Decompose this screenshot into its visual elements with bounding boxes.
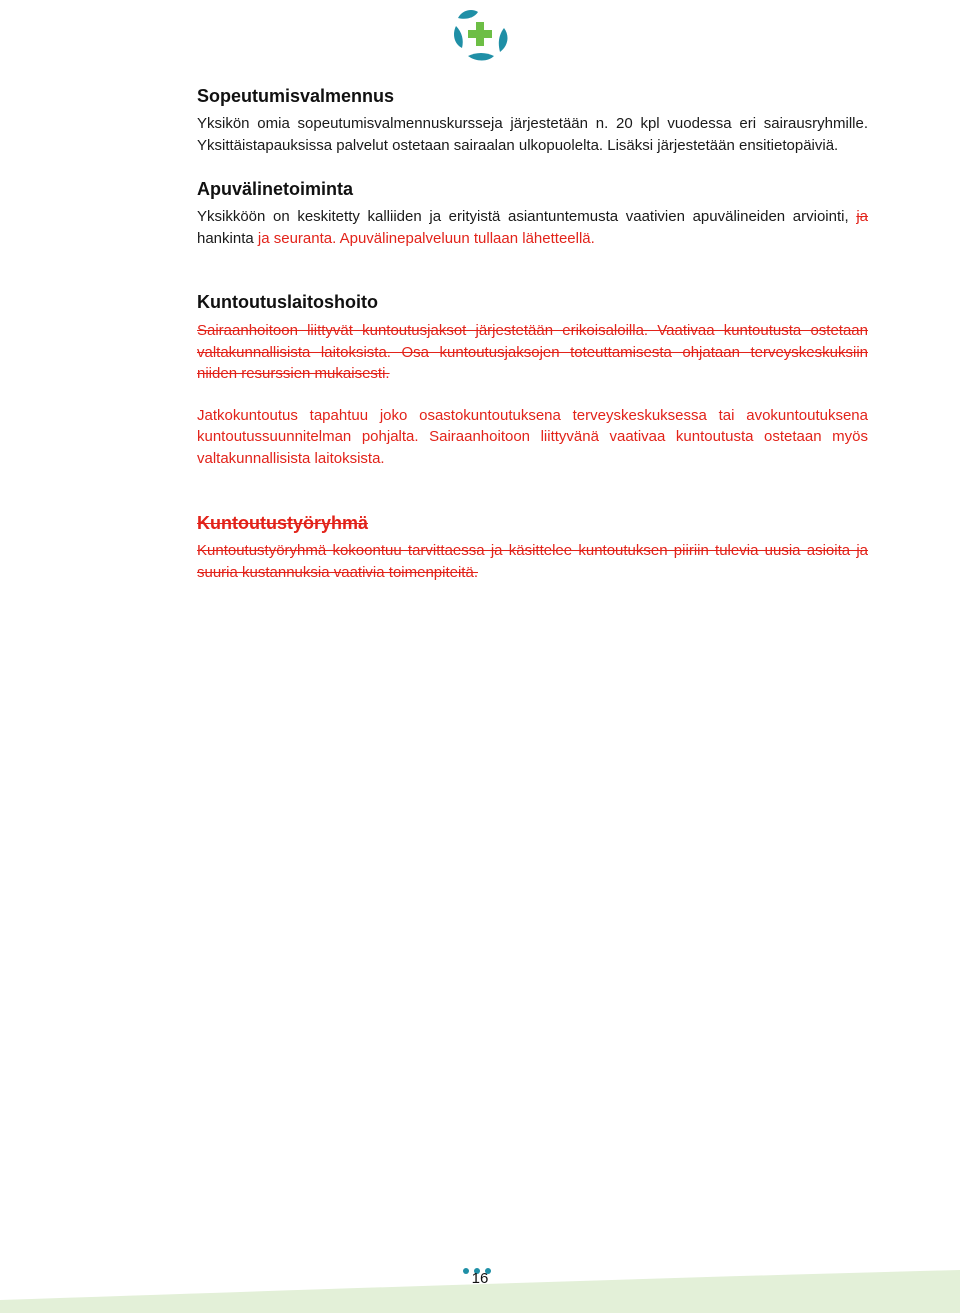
inserted-text: ja seuranta. Apuvälinepalveluun tullaan lähetteellä. [257,229,595,247]
page-number: 16 [471,1270,489,1287]
section-heading: Kuntoutuslaitoshoito [197,292,378,312]
section-heading: Apuvälinetoiminta [197,179,354,199]
section-paragraph: Yksikön omia sopeutumisvalmennuskursseja järjestetään n. 20 kpl vuodessa eri sairausryhmille. Yksittäistapauksissa palvelut ostetaan sairaalan ulkopuolelta. Lisäksi järjestetään ensitietopäiviä. [197,115,868,154]
document-body [197,84,868,583]
section-paragraph [197,206,868,249]
section-heading: Sopeutumisvalmennus [197,86,395,106]
paragraph-text: Yksikköön on keskitetty kalliiden ja erityistä asiantuntemusta vaativien apuvälineiden arviointi, [197,208,849,225]
section-apuvalinetoiminta [197,177,868,249]
deleted-heading: Kuntoutustyöryhmä [197,513,368,533]
deleted-paragraph: Kuntoutustyöryhmä kokoontuu tarvittaessa ja käsittelee kuntoutuksen piiriin tulevia uusia asioita ja suuria kustannuksia vaativia toimenpiteitä. [197,542,868,581]
deleted-text: ja [856,208,868,225]
inserted-paragraph: Jatkokuntoutus tapahtuu joko osastokuntoutuksena terveyskeskuksessa tai avokuntoutuksena kuntoutussuunnitelman pohjalta. Sairaanhoitoon liittyvänä vaativaa kuntoutusta ostetaan myös valtakunnallisista laitoksista. [197,406,868,467]
section-sopeutumisvalmennus [197,84,868,156]
cross-leaf-logo-icon [448,2,512,64]
deleted-paragraph: Sairaanhoitoon liittyvät kuntoutusjaksot järjestetään erikoisaloilla. Vaativaa kuntoutusta ostetaan valtakunnallisista laitoksista. Osa kuntoutusjaksojen toteuttamisesta ohjataan terveyskeskuksiin niiden resurssien mukaisesti. [197,322,868,382]
section-kuntoutustyoryhma [197,511,868,583]
section-kuntoutuslaitoshoito [197,290,868,469]
paragraph-text: hankinta [197,229,254,247]
